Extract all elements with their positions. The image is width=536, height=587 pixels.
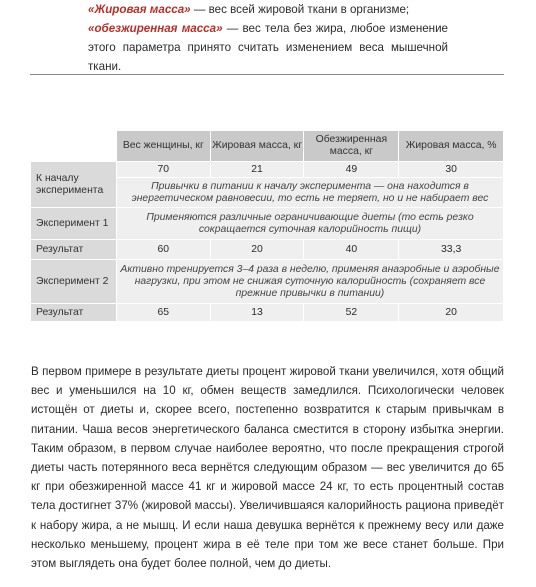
header-lean-mass: Обезжиренная масса, кг xyxy=(304,131,399,162)
row-label-result-1: Результат xyxy=(31,240,117,260)
definition-lean-mass-text: — вес тела без жира, любое изменение этого параметра принято считать изменением веса мышечной ткани. xyxy=(88,22,449,73)
cell-start-fat: 21 xyxy=(210,162,304,178)
header-weight: Вес женщины, кг xyxy=(116,131,210,162)
term-fat-mass: «Жировая масса» xyxy=(88,3,191,16)
row-label-experiment-2: Эксперимент 2 xyxy=(31,260,117,304)
note-experiment-2: Активно тренируется 3–4 раза в неделю, применяя анаэробные и аэробные нагрузки, при этом не снижая суточную калорийность (сохраняет все прежние привычки в питании) xyxy=(116,260,503,304)
row-label-experiment-1: Эксперимент 1 xyxy=(31,208,117,240)
definition-lean-mass xyxy=(88,19,448,76)
cell-result1-fat: 20 xyxy=(210,240,304,260)
cell-result1-percent: 33,3 xyxy=(399,240,504,260)
body-paragraph: В первом примере в результате диеты процент жировой ткани увеличился, хотя общий вес и уменьшился на 10 кг, обмен веществ замедлился. Психологически человек истощён от диеты и, скорее всего, постепенно возвратится к старым привычкам в питании. Чаша весов энергетического баланса сместится в сторону избытка энергии. Таким образом, в первом случае наиболее вероятно, что после прекращения строгой диеты часть потерянного веса вернётся следующим образом — вес увеличится до 65 кг при обезжиренной массе 41 кг и жировой массе 24 кг, то есть процентный состав тела достигнет 37% (жировой массы). Увеличившаяся калорийность рациона приведёт к набору жира, а не мышц. И если наша девушка вернётся к прежнему весу или даже несколько меньшему, процент жира в её теле при том же весе станет больше. При этом выглядеть она будет более полной, чем до диеты. xyxy=(31,365,504,571)
cell-result1-weight: 60 xyxy=(116,240,210,260)
table-row-result-2 xyxy=(31,304,504,322)
cell-start-lean: 49 xyxy=(304,162,399,178)
row-label-result-2: Результат xyxy=(31,304,117,322)
table-row-result-1 xyxy=(31,240,504,260)
cell-result2-fat: 13 xyxy=(210,304,304,322)
definitions-block xyxy=(88,0,448,76)
cell-start-weight: 70 xyxy=(116,162,210,178)
row-label-start: К началу эксперимента xyxy=(31,162,117,208)
cell-start-percent: 30 xyxy=(399,162,504,178)
note-experiment-1: Применяются различные ограничивающие диеты (то есть резко сокращается суточная калорийность пищи) xyxy=(116,208,503,240)
header-fat-mass: Жировая масса, кг xyxy=(210,131,304,162)
horizontal-divider xyxy=(30,74,504,75)
term-lean-mass: «обезжиренная масса» xyxy=(88,22,223,35)
header-fat-percent: Жировая масса, % xyxy=(399,131,504,162)
cell-result2-weight: 65 xyxy=(116,304,210,322)
cell-result2-lean: 52 xyxy=(304,304,399,322)
definition-fat-mass xyxy=(88,0,448,19)
cell-result1-lean: 40 xyxy=(304,240,399,260)
table-row-experiment-1 xyxy=(31,208,504,240)
note-start: Привычки в питании к началу эксперимента — она находится в энергетическом равновесии, то есть не теряет, но и не набирает вес xyxy=(116,178,503,208)
table-corner xyxy=(31,131,117,162)
cell-result2-percent: 20 xyxy=(399,304,504,322)
table-row-experiment-2 xyxy=(31,260,504,304)
experiment-table xyxy=(30,130,504,322)
table-row-start-values xyxy=(31,162,504,178)
definition-fat-mass-text: — вес всей жировой ткани в организме; xyxy=(190,3,410,16)
table-header-row xyxy=(31,131,504,162)
